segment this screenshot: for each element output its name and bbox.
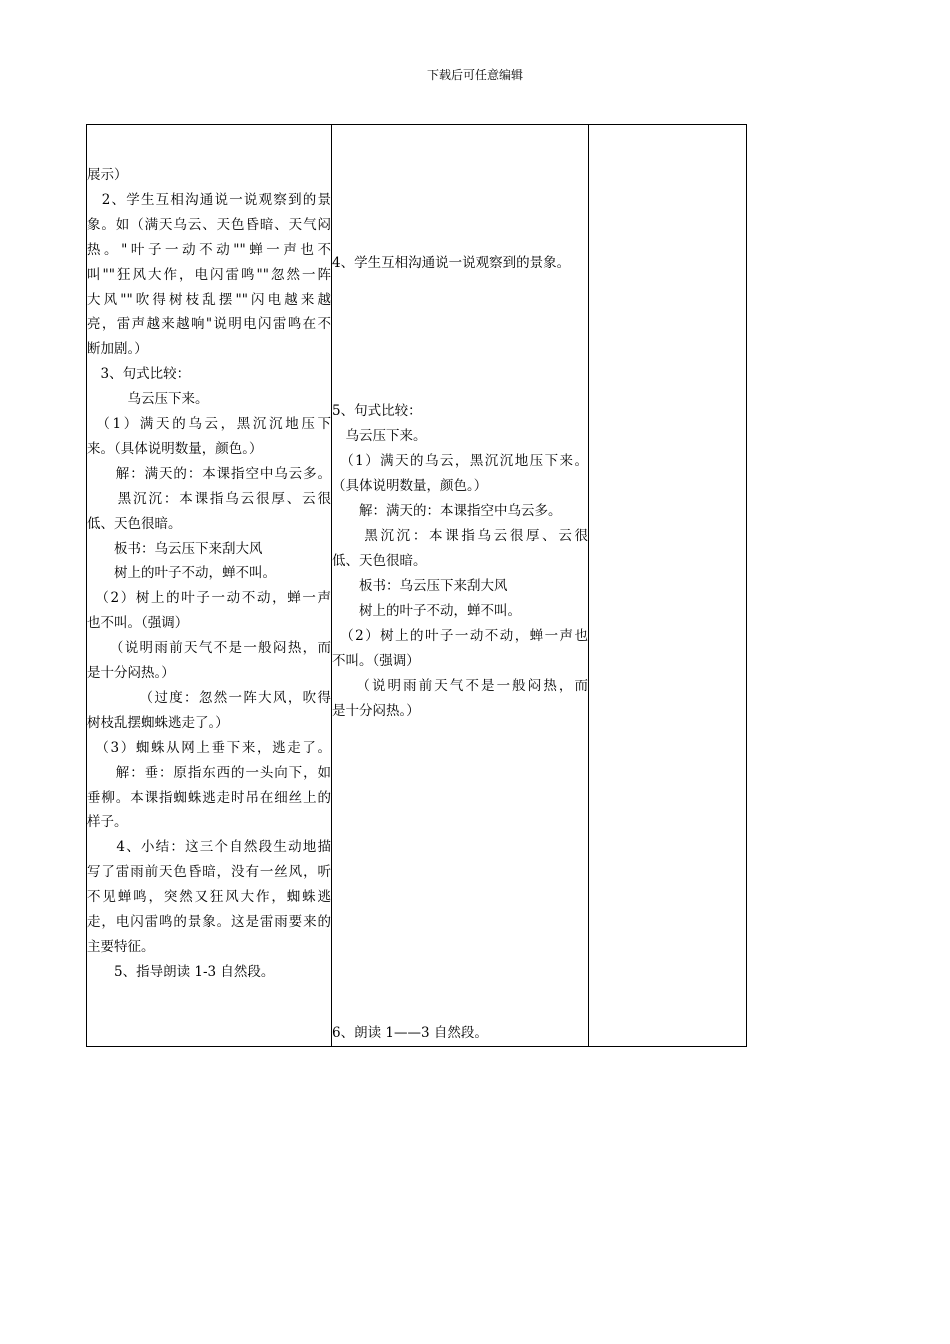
col1-line: （说明雨前天气不是一般闷热，而 xyxy=(87,640,331,657)
teacher-activity-column xyxy=(87,125,332,1046)
col1-line: 板书：乌云压下来刮大风 xyxy=(87,540,263,557)
col2-line: 板书：乌云压下来刮大风 xyxy=(332,578,508,594)
col2-line: （2）树上的叶子一动不动，蝉一声也 xyxy=(332,628,588,644)
col1-line: 热。"叶子一动不动""蝉一声也不 xyxy=(87,241,331,258)
col1-line: （1）满天的乌云，黑沉沉地压下 xyxy=(87,416,331,432)
col2-line: 乌云压下来。 xyxy=(332,428,427,444)
col1-line: 不见蝉鸣，突然又狂风大作，蜘蛛逃 xyxy=(87,889,331,906)
col1-line: 2、学生互相沟通说一说观察到的景 xyxy=(87,191,331,208)
col1-line: 叫""狂风大作，电闪雷鸣""忽然一阵 xyxy=(87,266,331,283)
col1-line: 断加剧。） xyxy=(87,341,148,358)
col2-line: 6、朗读 1——3 自然段。 xyxy=(332,1025,488,1041)
col2-line: （1）满天的乌云，黑沉沉地压下来。 xyxy=(332,453,588,469)
col1-line: 大风""吹得树枝乱摆""闪电越来越 xyxy=(87,291,331,308)
student-activity-column xyxy=(332,125,589,1046)
col1-line: 也不叫。（强调） xyxy=(87,615,189,632)
col2-line: 树上的叶子不动，蝉不叫。 xyxy=(332,603,521,619)
page-header: 下载后可任意编辑 xyxy=(426,68,523,82)
col1-line: 走，电闪雷鸣的景象。这是雷雨要来的 xyxy=(87,914,331,930)
col2-line: 解：满天的：本课指空中乌云多。 xyxy=(332,503,562,519)
col1-line: 树上的叶子不动，蝉不叫。 xyxy=(87,565,276,582)
lesson-table xyxy=(86,124,747,1047)
col1-line: （3）蜘蛛从网上垂下来，逃走了。 xyxy=(87,739,331,756)
col1-line: 是十分闷热。） xyxy=(87,665,175,681)
col1-line: 垂柳。本课指蜘蛛逃走时吊在细丝上的 xyxy=(87,789,331,806)
col1-line: 亮，雷声越来越响"说明电闪雷鸣在不 xyxy=(87,316,331,333)
col1-line: 乌云压下来。 xyxy=(87,391,209,408)
col1-line: 来。（具体说明数量，颜色。） xyxy=(87,440,263,457)
col2-line: 4、学生互相沟通说一说观察到的景象。 xyxy=(332,255,571,271)
col1-line: 4、小结：这三个自然段生动地描 xyxy=(87,839,331,856)
col1-line: 展示） xyxy=(87,167,128,183)
col1-line: 低、天色很暗。 xyxy=(87,515,182,532)
col2-line: 低、天色很暗。 xyxy=(332,553,427,569)
col1-line: 3、句式比较： xyxy=(87,366,191,383)
col1-line: 写了雷雨前天色昏暗，没有一丝风，听 xyxy=(87,864,331,881)
col1-line: 树枝乱摆蜘蛛逃走了。） xyxy=(87,714,229,731)
col1-line: （过度：忽然一阵大风，吹得 xyxy=(87,689,331,706)
col1-line: 解：垂：原指东西的一头向下，如 xyxy=(87,764,331,781)
col2-line: 是十分闷热。） xyxy=(332,703,420,719)
col1-line: 黑沉沉：本课指乌云很厚、云很 xyxy=(87,490,331,507)
col1-line: 5、指导朗读 1-3 自然段。 xyxy=(87,963,275,980)
col1-line: 解：满天的：本课指空中乌云多。 xyxy=(87,465,331,482)
col1-line: 样子。 xyxy=(87,814,128,831)
col2-line: 黑沉沉：本课指乌云很厚、云很 xyxy=(332,528,588,544)
col1-line: （2）树上的叶子一动不动，蝉一声 xyxy=(87,590,331,607)
col2-line: （说明雨前天气不是一般闷热，而 xyxy=(332,678,588,694)
notes-column xyxy=(589,125,746,1046)
col1-line: 主要特征。 xyxy=(87,938,155,955)
col2-line: 5、句式比较： xyxy=(332,403,422,419)
col2-line: （具体说明数量，颜色。） xyxy=(332,478,488,494)
col1-line: 象。如（满天乌云、天色昏暗、天气闷 xyxy=(87,216,331,233)
col2-line: 不叫。（强调） xyxy=(332,653,420,669)
